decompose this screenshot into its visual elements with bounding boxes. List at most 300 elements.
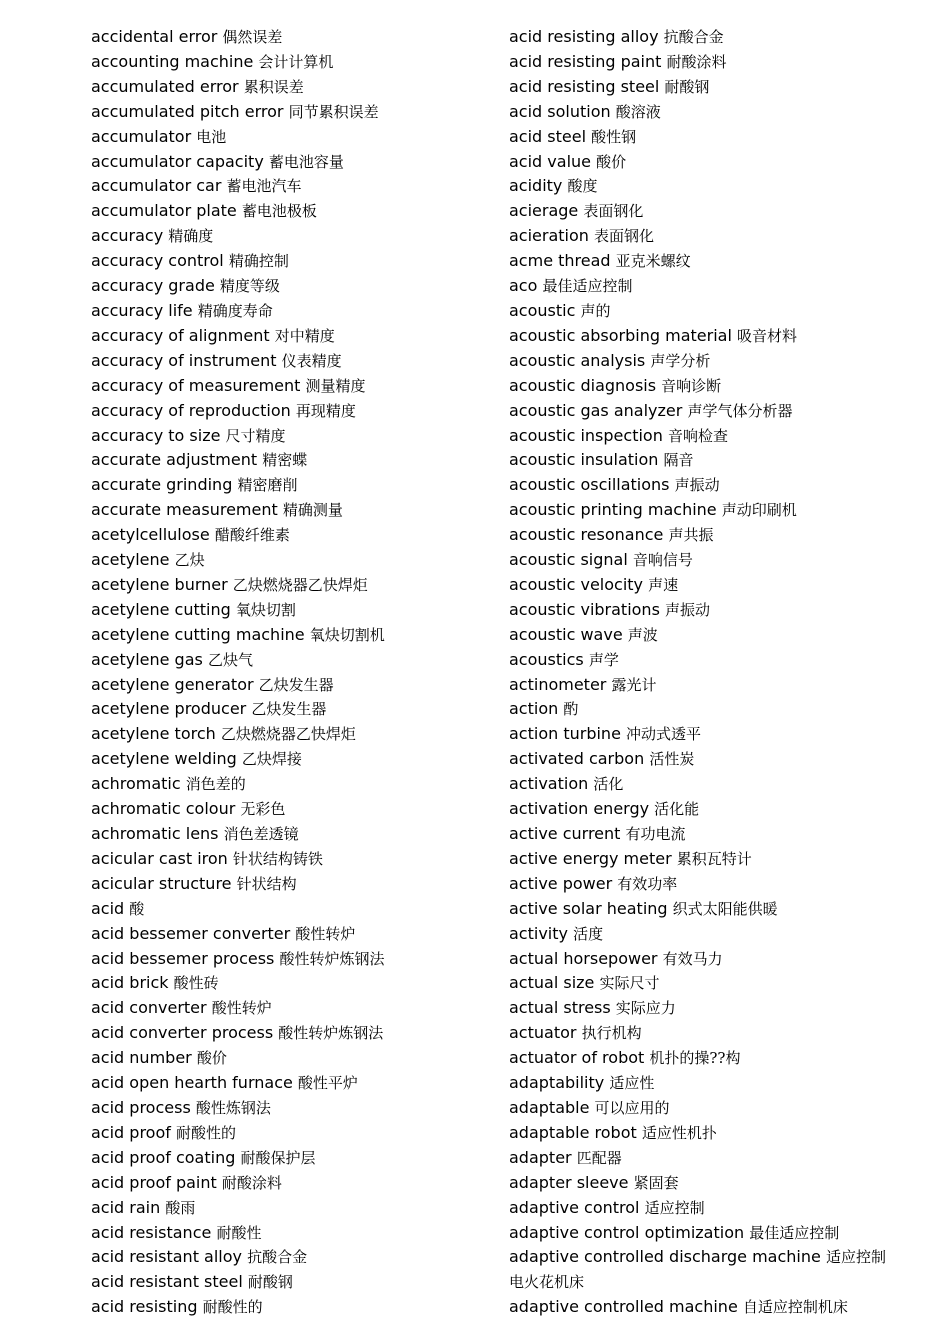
entry-term: acoustic	[509, 300, 576, 320]
glossary-entry	[509, 424, 899, 449]
glossary-entry	[91, 847, 491, 872]
entry-translation: 乙炔燃烧器乙快焊炬	[232, 575, 368, 594]
entry-translation: 酸雨	[165, 1198, 196, 1217]
entry-translation: 精确控制	[228, 252, 289, 271]
entry-term: accumulated pitch error	[91, 101, 284, 121]
entry-term: activated carbon	[509, 749, 645, 769]
entry-translation: 精确度寿命	[197, 301, 273, 320]
glossary-entry	[91, 249, 491, 274]
entry-term: acoustic printing machine	[509, 500, 717, 520]
entry-term: acoustic insulation	[509, 450, 659, 470]
entry-term: adaptable	[509, 1097, 590, 1117]
glossary-entry	[509, 697, 899, 722]
entry-term: accounting machine	[91, 51, 254, 71]
entry-term: actual horsepower	[509, 948, 658, 968]
entry-translation: 再现精度	[295, 401, 356, 420]
entry-translation: 蓄电池极板	[241, 202, 317, 221]
entry-term: achromatic lens	[91, 824, 219, 843]
entry-term: adapter sleeve	[509, 1172, 629, 1192]
glossary-entry	[509, 971, 899, 996]
entry-term: accuracy life	[91, 300, 193, 320]
entry-term: accumulator car	[91, 176, 222, 196]
entry-translation: 最佳适应控制	[749, 1223, 840, 1242]
entry-translation: 自适应控制机床	[742, 1298, 848, 1317]
glossary-entry	[509, 199, 899, 224]
entry-term: acoustic velocity	[509, 574, 643, 594]
glossary-entry	[509, 1121, 899, 1146]
entry-translation: 酸	[129, 899, 145, 918]
entry-translation: 表面钢化	[583, 202, 644, 221]
entry-translation: 耐酸保护层	[240, 1148, 316, 1167]
entry-term: acid number	[91, 1048, 192, 1068]
glossary-entry	[509, 722, 899, 747]
entry-translation: 酸性转炉炼钢法	[278, 1024, 384, 1043]
glossary-entry	[509, 75, 899, 100]
entry-translation: 仪表精度	[281, 351, 342, 370]
glossary-entry	[509, 1021, 899, 1046]
entry-term: acid bessemer converter	[91, 923, 291, 943]
glossary-entry	[509, 1295, 899, 1320]
entry-term: acoustic resonance	[509, 525, 664, 545]
entry-translation: 活性炭	[649, 750, 695, 769]
glossary-entry	[91, 1121, 491, 1146]
entry-term: acetylene cutting	[91, 599, 231, 619]
glossary-entry	[509, 274, 899, 299]
glossary-entry	[509, 797, 899, 822]
entry-translation: 实际尺寸	[599, 974, 660, 993]
entry-translation: 机扑的操??构	[649, 1049, 741, 1068]
entry-translation: 耐酸钢	[247, 1273, 293, 1292]
entry-term: acid steel	[509, 126, 587, 146]
entry-term: activity	[509, 923, 568, 943]
glossary-entry	[91, 747, 491, 772]
glossary-entry	[509, 847, 899, 872]
glossary-entry	[91, 100, 491, 125]
glossary-entry	[509, 822, 899, 847]
entry-term: acid open hearth furnace	[91, 1073, 293, 1093]
entry-term: accuracy of alignment	[91, 325, 270, 345]
glossary-entry	[509, 772, 899, 797]
entry-translation: 酸性砖	[173, 974, 219, 993]
entry-term: acid proof	[91, 1122, 171, 1142]
entry-term: actuator	[509, 1023, 577, 1043]
glossary-entry	[91, 772, 491, 797]
entry-term: activation energy	[509, 799, 650, 819]
entry-translation: 声共振	[668, 526, 714, 545]
entry-term: accidental error	[91, 27, 218, 46]
entry-term: accuracy control	[91, 251, 224, 271]
glossary-entry	[91, 199, 491, 224]
entry-translation: 活度	[573, 924, 604, 943]
glossary-entry	[509, 996, 899, 1021]
glossary-entry	[91, 448, 491, 473]
entry-term: acid rain	[91, 1197, 161, 1217]
glossary-entry	[509, 1196, 899, 1221]
entry-term: acetylene welding	[91, 749, 237, 769]
glossary-entry	[509, 299, 899, 324]
entry-translation: 精度等级	[219, 277, 280, 296]
entry-term: acetylene gas	[91, 649, 203, 669]
entry-translation: 酸价	[196, 1049, 227, 1068]
entry-term: acetylene burner	[91, 574, 228, 594]
entry-term: acme thread	[509, 251, 611, 271]
glossary-entry	[91, 1270, 491, 1295]
entry-translation: 乙炔发生器	[258, 675, 334, 694]
glossary-entry	[509, 125, 899, 150]
glossary-entry	[509, 598, 899, 623]
glossary-entry	[509, 1221, 899, 1246]
entry-term: acid proof coating	[91, 1147, 236, 1167]
glossary-entry	[509, 648, 899, 673]
entry-translation: 精确度	[168, 227, 214, 246]
entry-translation: 会计计算机	[258, 52, 334, 71]
entry-translation: 精密磨削	[237, 476, 298, 495]
entry-term: acoustic absorbing material	[509, 325, 732, 345]
glossary-entry	[509, 623, 899, 648]
entry-term: acicular cast iron	[91, 848, 228, 868]
glossary-entry	[91, 349, 491, 374]
entry-term: acetylene cutting machine	[91, 624, 305, 644]
entry-translation: 累积瓦特计	[676, 849, 752, 868]
glossary-entry	[91, 797, 491, 822]
entry-translation: 酸价	[596, 152, 627, 171]
glossary-entry	[91, 498, 491, 523]
glossary-entry	[91, 50, 491, 75]
entry-translation: 音响信号	[632, 551, 693, 570]
entry-translation: 执行机构	[581, 1024, 642, 1043]
entry-term: acid resisting	[91, 1297, 198, 1317]
glossary-entry	[91, 324, 491, 349]
glossary-entry	[509, 324, 899, 349]
entry-translation: 音响检查	[667, 426, 728, 445]
entry-translation: 消色差透镜	[223, 825, 299, 843]
entry-term: acid proof paint	[91, 1172, 217, 1192]
entry-term: action turbine	[509, 724, 621, 744]
entry-translation: 乙炔焊接	[241, 750, 302, 769]
entry-term: acetylcellulose	[91, 525, 210, 545]
entry-term: acoustic signal	[509, 550, 628, 570]
entry-translation: 酸性转炉	[295, 924, 356, 943]
entry-translation: 匹配器	[576, 1148, 622, 1167]
entry-term: adapter	[509, 1147, 572, 1167]
entry-translation: 酸溶液	[615, 102, 661, 121]
entry-term: acetylene torch	[91, 724, 216, 744]
entry-term: active energy meter	[509, 848, 672, 868]
glossary-entry	[91, 1096, 491, 1121]
glossary-entry	[91, 872, 491, 897]
entry-term: acid resistant steel	[91, 1272, 243, 1292]
entry-term: aco	[509, 276, 538, 296]
glossary-entry	[91, 598, 491, 623]
glossary-entry	[509, 1046, 899, 1071]
glossary-entry	[509, 50, 899, 75]
entry-term: achromatic	[91, 774, 181, 794]
glossary-entry	[91, 996, 491, 1021]
entry-translation: 抗酸合金	[247, 1248, 308, 1267]
entry-translation: 声速	[648, 575, 679, 594]
entry-term: acid process	[91, 1097, 191, 1117]
glossary-entry	[91, 374, 491, 399]
glossary-entry	[91, 1046, 491, 1071]
glossary-entry	[91, 947, 491, 972]
glossary-entry	[91, 1146, 491, 1171]
entry-translation: 尺寸精度	[225, 426, 286, 445]
entry-term: acid resisting paint	[509, 51, 662, 71]
right-column	[509, 25, 899, 1320]
glossary-entry	[91, 150, 491, 175]
entry-translation: 酸度	[567, 177, 598, 196]
entry-term: active current	[509, 824, 621, 843]
entry-term: acetylene producer	[91, 699, 247, 719]
entry-translation: 蓄电池汽车	[226, 177, 302, 196]
entry-translation: 酸性转炉炼钢法	[279, 949, 385, 968]
glossary-entry	[91, 648, 491, 673]
glossary-entry	[91, 1196, 491, 1221]
entry-translation: 针状结构铸铁	[232, 849, 323, 868]
glossary-entry	[509, 947, 899, 972]
glossary-entry	[91, 399, 491, 424]
entry-translation: 乙炔发生器	[251, 700, 327, 719]
glossary-entry	[509, 673, 899, 698]
entry-translation: 酸性钢	[591, 127, 637, 146]
entry-translation: 精密蝶	[262, 451, 308, 470]
entry-translation: 声学	[588, 650, 619, 669]
entry-translation: 耐酸涂料	[666, 52, 727, 71]
entry-term: active solar heating	[509, 898, 668, 918]
entry-term: acieration	[509, 226, 589, 246]
glossary-entry	[91, 623, 491, 648]
glossary-entry	[91, 224, 491, 249]
entry-term: acid resistance	[91, 1222, 212, 1242]
entry-term: accumulator capacity	[91, 151, 264, 171]
entry-translation: 露光计	[611, 675, 657, 694]
entry-translation: 最佳适应控制	[542, 277, 633, 296]
entry-translation: 适应控制	[644, 1198, 705, 1217]
entry-translation: 测量精度	[305, 376, 366, 395]
entry-translation: 声振动	[674, 476, 720, 495]
entry-translation: 活化能	[654, 800, 700, 819]
entry-term: acoustic vibrations	[509, 599, 660, 619]
glossary-entry	[509, 1245, 899, 1295]
glossary-entry	[91, 1295, 491, 1320]
entry-term: acicular structure	[91, 873, 232, 893]
entry-translation: 耐酸性	[216, 1223, 262, 1242]
entry-term: accurate measurement	[91, 500, 278, 520]
entry-term: adaptive control	[509, 1197, 640, 1217]
entry-term: acid converter process	[91, 1023, 274, 1043]
entry-term: accuracy of reproduction	[91, 400, 291, 420]
glossary-entry	[91, 523, 491, 548]
entry-term: acoustic oscillations	[509, 475, 670, 495]
entry-translation: 针状结构	[236, 874, 297, 893]
entry-translation: 音响诊断	[661, 376, 722, 395]
entry-translation: 醋酸纤维素	[214, 526, 290, 545]
glossary-entry	[91, 75, 491, 100]
entry-translation: 乙炔气	[207, 650, 253, 669]
entry-term: accuracy of instrument	[91, 350, 277, 370]
entry-translation: 酸性炼钢法	[195, 1098, 271, 1117]
entry-translation: 同节累积误差	[288, 102, 379, 121]
entry-translation: 适应性	[609, 1074, 655, 1093]
entry-term: accumulator	[91, 126, 192, 146]
entry-translation: 无彩色	[240, 800, 286, 819]
glossary-entry	[91, 125, 491, 150]
entry-translation: 紧固套	[633, 1173, 679, 1192]
glossary-entry	[509, 573, 899, 598]
entry-term: actual stress	[509, 998, 611, 1018]
entry-translation: 声学气体分析器	[687, 401, 793, 420]
glossary-entry	[509, 872, 899, 897]
entry-translation: 乙炔	[174, 551, 205, 570]
glossary-entry	[509, 747, 899, 772]
entry-term: acoustic analysis	[509, 350, 646, 370]
entry-term: achromatic colour	[91, 799, 236, 819]
glossary-entry	[509, 523, 899, 548]
entry-term: active power	[509, 873, 613, 893]
entry-term: acetylene generator	[91, 674, 254, 694]
glossary-entry	[91, 1071, 491, 1096]
glossary-entry	[91, 697, 491, 722]
entry-term: acid brick	[91, 973, 169, 993]
glossary-entry	[509, 1096, 899, 1121]
glossary-entry	[91, 548, 491, 573]
entry-translation: 偶然误差	[222, 28, 283, 46]
entry-translation: 精确测量	[282, 501, 343, 520]
glossary-entry	[509, 399, 899, 424]
entry-term: activation	[509, 774, 589, 794]
entry-term: acid converter	[91, 998, 207, 1018]
entry-translation: 声学分析	[650, 351, 711, 370]
entry-translation: 乙炔燃烧器乙快焊炬	[220, 725, 356, 744]
glossary-entry	[509, 922, 899, 947]
entry-term: acoustic wave	[509, 624, 623, 644]
entry-translation: 耐酸性的	[175, 1123, 236, 1142]
entry-translation: 抗酸合金	[663, 28, 724, 46]
entry-term: adaptive controlled machine	[509, 1297, 738, 1317]
glossary-entry	[91, 424, 491, 449]
glossary-entry	[509, 548, 899, 573]
entry-translation: 消色差的	[185, 775, 246, 794]
entry-term: acid resisting alloy	[509, 27, 659, 46]
glossary-entry	[91, 573, 491, 598]
glossary-entry	[509, 473, 899, 498]
entry-term: acid	[91, 898, 125, 918]
glossary-entry	[91, 922, 491, 947]
entry-term: accuracy	[91, 226, 164, 246]
entry-term: accuracy to size	[91, 425, 221, 445]
entry-translation: 蓄电池容量	[268, 152, 344, 171]
glossary-entry	[91, 274, 491, 299]
glossary-entry	[91, 473, 491, 498]
entry-translation: 酌	[563, 700, 579, 719]
entry-term: acid solution	[509, 101, 611, 121]
entry-translation: 有效功率	[617, 874, 678, 893]
entry-translation: 声动印刷机	[721, 501, 797, 520]
glossary-entry	[91, 822, 491, 847]
entry-term: accurate grinding	[91, 475, 233, 495]
entry-term: acid value	[509, 151, 591, 171]
entry-term: adaptability	[509, 1073, 605, 1093]
entry-translation: 氧炔切割机	[309, 625, 385, 644]
entry-translation: 氧炔切割	[235, 600, 296, 619]
entry-term: acid resistant alloy	[91, 1247, 243, 1267]
glossary-entry	[509, 349, 899, 374]
glossary-entry	[509, 498, 899, 523]
entry-term: actinometer	[509, 674, 607, 694]
entry-term: acoustics	[509, 649, 584, 669]
glossary-entry	[509, 174, 899, 199]
entry-translation: 有效马力	[662, 949, 723, 968]
entry-term: accumulator plate	[91, 201, 237, 221]
entry-term: acetylene	[91, 550, 170, 570]
glossary-entry	[91, 673, 491, 698]
entry-translation: 适应性机扑	[641, 1123, 717, 1142]
entry-translation: 实际应力	[615, 999, 676, 1018]
glossary-entry	[509, 897, 899, 922]
entry-translation: 活化	[593, 775, 624, 794]
entry-term: acierage	[509, 201, 579, 221]
glossary-entry	[509, 448, 899, 473]
entry-term: acoustic diagnosis	[509, 375, 657, 395]
glossary-entry	[91, 1221, 491, 1246]
entry-translation: 累积误差	[243, 77, 304, 96]
entry-translation: 亚克米螺纹	[615, 252, 691, 271]
entry-translation: 声的	[580, 301, 611, 320]
entry-term: adaptive control optimization	[509, 1222, 745, 1242]
entry-translation: 电池	[196, 127, 227, 146]
glossary-entry	[91, 25, 491, 50]
entry-translation: 冲动式透平	[626, 725, 702, 744]
glossary-entry	[509, 249, 899, 274]
glossary-entry	[509, 1071, 899, 1096]
entry-term: acid bessemer process	[91, 948, 275, 968]
entry-term: accumulated error	[91, 76, 239, 96]
entry-term: action	[509, 699, 559, 719]
entry-term: accuracy grade	[91, 276, 215, 296]
entry-translation: 可以应用的	[594, 1098, 670, 1117]
entry-term: adaptive controlled discharge machine	[509, 1247, 821, 1267]
entry-term: acid resisting steel	[509, 76, 660, 96]
glossary-entry	[509, 1146, 899, 1171]
glossary-entry	[509, 150, 899, 175]
entry-translation: 适应控制电火花机床	[509, 1248, 886, 1292]
left-column	[91, 25, 491, 1320]
entry-translation: 表面钢化	[594, 227, 655, 246]
glossary-entry	[91, 971, 491, 996]
entry-translation: 织式太阳能供暖	[672, 899, 778, 918]
entry-translation: 隔音	[663, 451, 694, 470]
glossary-entry	[91, 1245, 491, 1270]
glossary-entry	[509, 224, 899, 249]
glossary-entry	[509, 25, 899, 50]
entry-translation: 声振动	[665, 600, 711, 619]
entry-term: accurate adjustment	[91, 450, 258, 470]
entry-term: acoustic inspection	[509, 425, 663, 445]
glossary-entry	[509, 374, 899, 399]
entry-translation: 吸音材料	[737, 326, 798, 345]
entry-translation: 有功电流	[625, 825, 686, 843]
entry-term: acidity	[509, 176, 563, 196]
entry-term: acoustic gas analyzer	[509, 400, 683, 420]
entry-term: accuracy of measurement	[91, 375, 301, 395]
glossary-entry	[91, 897, 491, 922]
entry-translation: 酸性转炉	[211, 999, 272, 1018]
glossary-entry	[91, 174, 491, 199]
glossary-entry	[91, 299, 491, 324]
entry-translation: 酸性平炉	[297, 1074, 358, 1093]
entry-term: actuator of robot	[509, 1048, 645, 1068]
entry-translation: 耐酸涂料	[221, 1173, 282, 1192]
